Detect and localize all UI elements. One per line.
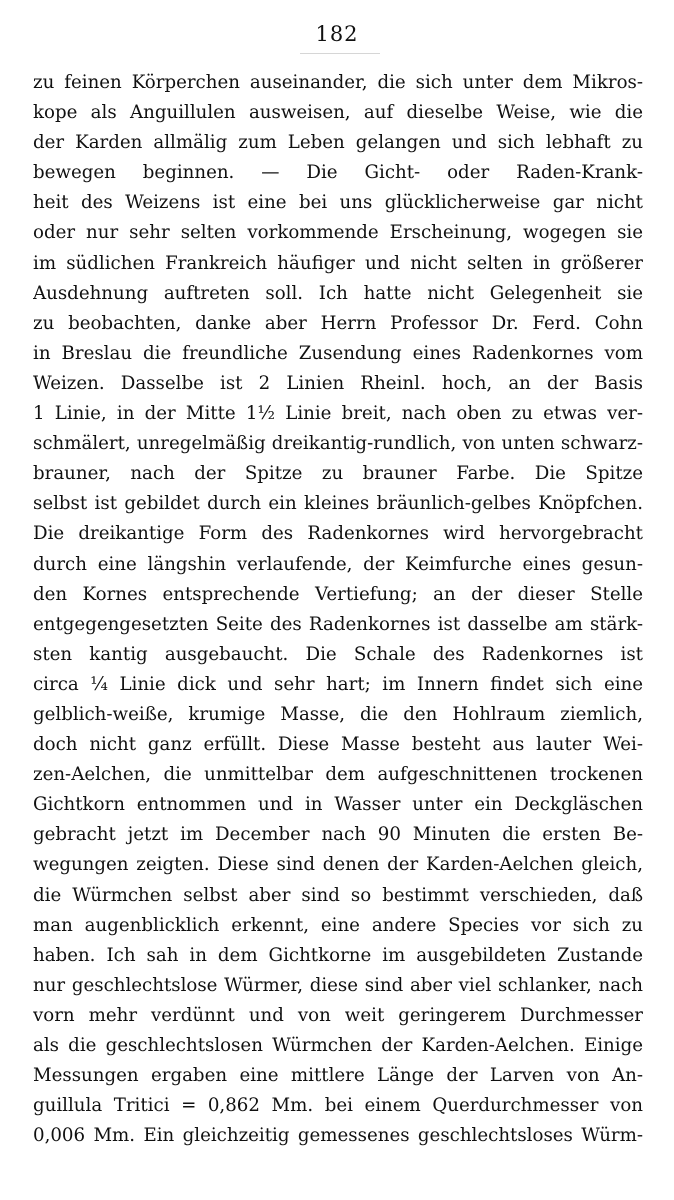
text-line: selbst ist gebildet durch ein kleines bräunlich-gelbes Knöpfchen.	[33, 493, 643, 515]
text-line: 1 Linie, in der Mitte 1½ Linie breit, nach oben zu etwas ver-	[33, 403, 643, 425]
text-line: zu feinen Körperchen auseinander, die sich unter dem Mikros-	[33, 72, 643, 93]
text-line: oder nur sehr selten vorkommende Erscheinung, wogegen sie	[33, 222, 643, 244]
text-line: zu beobachten, danke aber Herrn Professor Dr. Ferd. Cohn	[33, 312, 643, 334]
text-line: als die geschlechtslosen Würmchen der Karden-Aelchen. Einige	[33, 1035, 643, 1056]
page-number: 182	[315, 22, 359, 46]
text-line: Ausdehnung auftreten soll. Ich hatte nicht Gelegenheit sie	[33, 282, 643, 304]
text-line: entgegengesetzten Seite des Radenkornes ist dasselbe am stärk-	[33, 613, 643, 635]
text-line: haben. Ich sah in dem Gichtkorne im ausgebildeten Zustande	[33, 944, 643, 966]
text-line: vorn mehr verdünnt und von weit geringerem Durchmesser	[33, 1004, 643, 1026]
text-line: die Würmchen selbst aber sind so bestimmt verschieden, daß	[33, 884, 643, 906]
text-line: gebracht jetzt im December nach 90 Minuten die ersten Be-	[33, 824, 643, 846]
text-line: doch nicht ganz erfüllt. Diese Masse besteht aus lauter Wei-	[33, 734, 643, 756]
text-line: Weizen. Dasselbe ist 2 Linien Rheinl. hoch, an der Basis	[33, 372, 643, 394]
text-line: nur geschlechtslose Würmer, diese sind aber viel schlanker, nach	[33, 974, 643, 996]
text-line: kope als Anguillulen ausweisen, auf dieselbe Weise, wie die	[33, 102, 643, 124]
text-line: Die dreikantige Form des Radenkornes wird hervorgebracht	[33, 523, 643, 545]
text-line: bewegen beginnen. — Die Gicht- oder Raden-Krank-	[33, 162, 643, 184]
text-line: man augenblicklich erkennt, eine andere Species vor sich zu	[33, 914, 643, 936]
text-line: circa ¼ Linie dick und sehr hart; im Innern findet sich eine	[33, 673, 643, 695]
text-line: schmälert, unregelmäßig dreikantig-rundlich, von unten schwarz-	[33, 433, 643, 455]
header-rule	[300, 53, 380, 54]
text-line: heit des Weizens ist eine bei uns glücklicherweise gar nicht	[33, 192, 643, 214]
text-line: guillula Tritici = 0,862 Mm. bei einem Querdurchmesser von	[33, 1095, 643, 1117]
body-text	[33, 68, 643, 1151]
text-line: brauner, nach der Spitze zu brauner Farbe. Die Spitze	[33, 463, 643, 485]
text-line: im südlichen Frankreich häufiger und nicht selten in größerer	[33, 252, 643, 274]
text-line: durch eine längshin verlaufende, der Keimfurche eines gesun-	[33, 553, 643, 575]
text-line: zen-Aelchen, die unmittelbar dem aufgeschnittenen trockenen	[33, 764, 643, 786]
text-line: in Breslau die freundliche Zusendung eines Radenkornes vom	[33, 342, 643, 364]
text-line: der Karden allmälig zum Leben gelangen und sich lebhaft zu	[33, 132, 643, 154]
text-line: wegungen zeigten. Diese sind denen der Karden-Aelchen gleich,	[33, 854, 643, 876]
text-line: Gichtkorn entnommen und in Wasser unter ein Deckgläschen	[33, 794, 643, 816]
text-line: den Kornes entsprechende Vertiefung; an der dieser Stelle	[33, 583, 643, 605]
text-line: gelblich-weiße, krumige Masse, die den Hohlraum ziemlich,	[33, 703, 643, 725]
text-line: 0,006 Mm. Ein gleichzeitig gemessenes geschlechtsloses Würm-	[33, 1125, 643, 1147]
text-line: sten kantig ausgebaucht. Die Schale des Radenkornes ist	[33, 643, 643, 665]
text-line: Messungen ergaben eine mittlere Länge der Larven von An-	[33, 1065, 643, 1087]
